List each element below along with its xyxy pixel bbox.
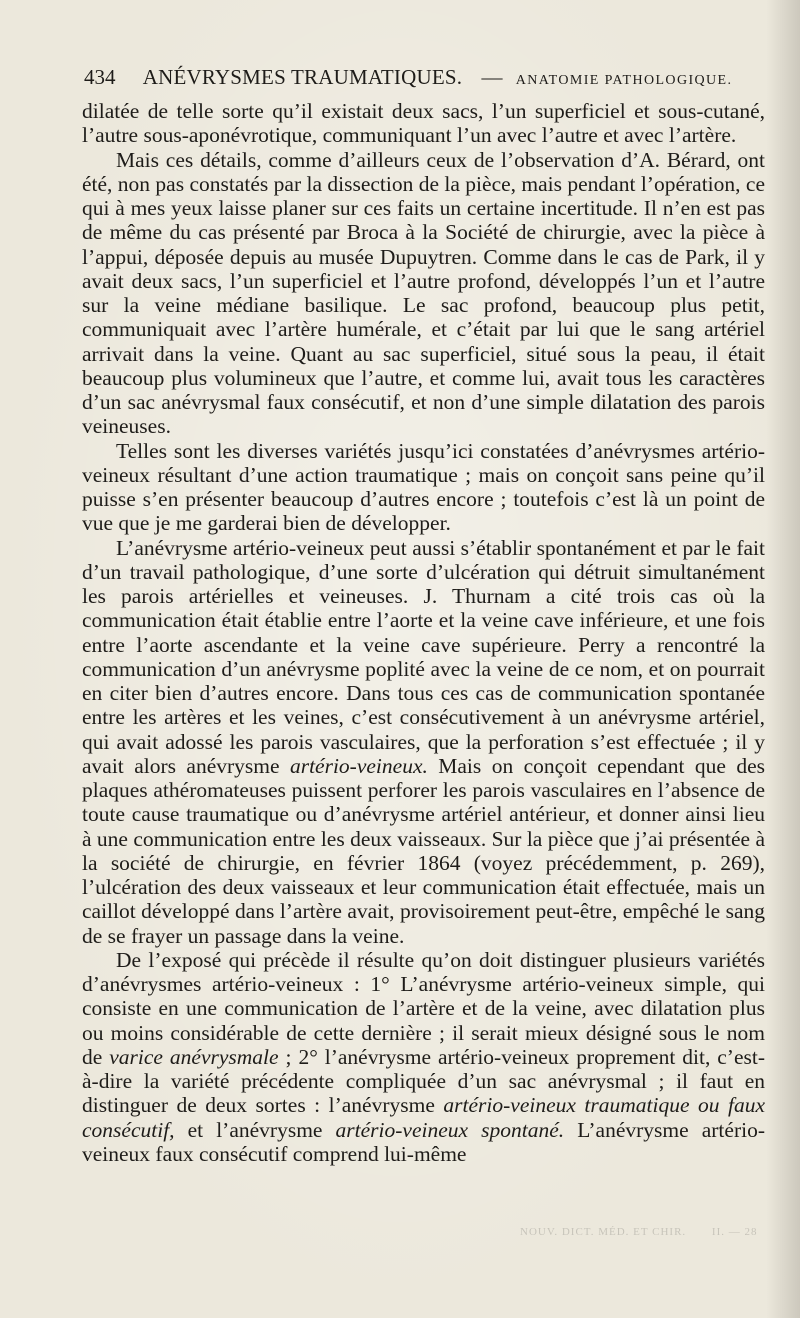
paragraph-4-emphasis: artério-veineux. xyxy=(289,753,428,778)
running-head-section: ANATOMIE PATHOLOGIQUE. xyxy=(515,73,733,88)
paragraph-5 xyxy=(82,948,765,1166)
paragraph-5-text-3: et l’anévrysme xyxy=(174,1117,336,1142)
running-header xyxy=(84,62,764,92)
paragraph-5-emphasis-1: varice anévrysmale xyxy=(109,1044,279,1069)
paragraph-4 xyxy=(82,536,765,948)
paragraph-1-text: dilatée de telle sorte qu’il existait deux sacs, l’un superficiel et sous-cutané, l’autre sous-aponévrotique, communiquant l’un avec l’autre et avec l’artère. xyxy=(82,99,765,148)
faint-bleed-through-footer xyxy=(520,1226,760,1238)
footer-imprint: NOUV. DICT. MÉD. ET CHIR. xyxy=(520,1226,687,1238)
paragraph-2-text: Mais ces détails, comme d’ailleurs ceux de l’observation d’A. Bérard, ont été, non pas constatés par la dissection de la pièce, mais pendant l’opération, ce qui à mes yeux laisse planer sur ces faits un certaine incertitude. Il n’en est pas de même du cas présenté par Broca à la Société de chirurgie, avec la pièce à l’appui, déposée depuis au musée Dupuytren. Comme dans le cas de Park, il y avait deux sacs, l’un superficiel et l’autre profond, développés l’un et l’autre sur la veine médiane basilique. Le sac profond, beaucoup plus petit, communiquait avec l’artère humérale, et c’était par lui que le sang artériel arrivait dans la veine. Quant au sac superficiel, situé sous la peau, il était beaucoup plus volumineux que l’autre, et comme lui, avait tous les caractères d’un sac anévrysmal faux consécutif, et non d’une simple dilatation des parois veineuses. xyxy=(82,147,765,439)
paragraph-2 xyxy=(82,148,765,439)
paragraph-3 xyxy=(82,439,765,536)
paragraph-5-text: De l’exposé qui précède il résulte qu’on doit distinguer plusieurs variétés d’anévrysmes artério-veineux : 1° L’anévrysme artério-veineux simple, qui consiste en une communication de l’artère et de la veine, avec dilatation plus ou moins considérable de cette dernière ; il serait mieux désigné sous le nom de xyxy=(82,947,765,1069)
page-number: 434 xyxy=(84,65,116,89)
paragraph-4-text-end: Mais on conçoit cependant que des plaques athéromateuses puissent perforer les parois vasculaires en l’absence de toute cause traumatique ou d’anévrysme artériel antérieur, et donner ainsi lieu à une communication entre les deux vaisseaux. Sur la pièce que j’ai présentée à la société de chirurgie, en février 1864 (voyez précédemment, p. 269), l’ulcération des deux vaisseaux et leur communication était effectuée, mais un caillot développé dans l’artère avait, provisoirement peut-être, empêché le sang de se frayer un passage dans la veine. xyxy=(82,753,765,948)
paragraph-5-emphasis-2: artério-veineux traumatique ou faux consécutif, xyxy=(82,1093,765,1142)
running-head-title: ANÉVRYSMES TRAUMATIQUES. xyxy=(142,65,463,89)
paragraph-4-text: L’anévrysme artério-veineux peut aussi s’établir spontanément et par le fait d’un travail pathologique, d’une sorte d’ulcération qui détruit simultanément les parois artérielles et veineuses. J. Thurnam a cité trois cas où la communication était établie entre l’aorte et la veine cave inférieure, et une fois entre l’aorte ascendante et la veine cave supérieure. Perry a rencontré la communication d’un anévrysme poplité avec la veine de ce nom, et on pourrait en citer bien d’autres encore. Dans tous ces cas de communication spontanée entre les artères et les veines, c’est consécutivement à un anévrysme artériel, qui avait adossé les parois vasculaires, que la perforation s’est effectuée ; il y avait alors anévrysme xyxy=(82,535,765,778)
header-separator: — xyxy=(481,65,503,89)
paragraph-5-text-end: L’anévrysme artério-veineux faux consécutif comprend lui-même xyxy=(82,1117,765,1166)
footer-signature: II. — 28 xyxy=(711,1226,758,1238)
body-text xyxy=(82,99,765,1166)
paragraph-5-emphasis-3: artério-veineux spontané. xyxy=(335,1117,565,1142)
page-gutter-shadow xyxy=(766,0,800,1318)
paragraph-1 xyxy=(82,99,765,148)
paragraph-5-text-2: ; 2° l’anévrysme artério-veineux proprement dit, c’est-à-dire la variété précédente compliquée d’un sac anévrysmal ; il faut en distinguer de deux sortes : l’anévrysme xyxy=(82,1044,766,1118)
paragraph-3-text: Telles sont les diverses variétés jusqu’ici constatées d’anévrysmes artério-veineux résultant d’une action traumatique ; mais on conçoit sans peine qu’il puisse s’en présenter beaucoup d’autres encore ; toutefois c’est là un point de vue que je me garderai bien de développer. xyxy=(82,438,765,536)
